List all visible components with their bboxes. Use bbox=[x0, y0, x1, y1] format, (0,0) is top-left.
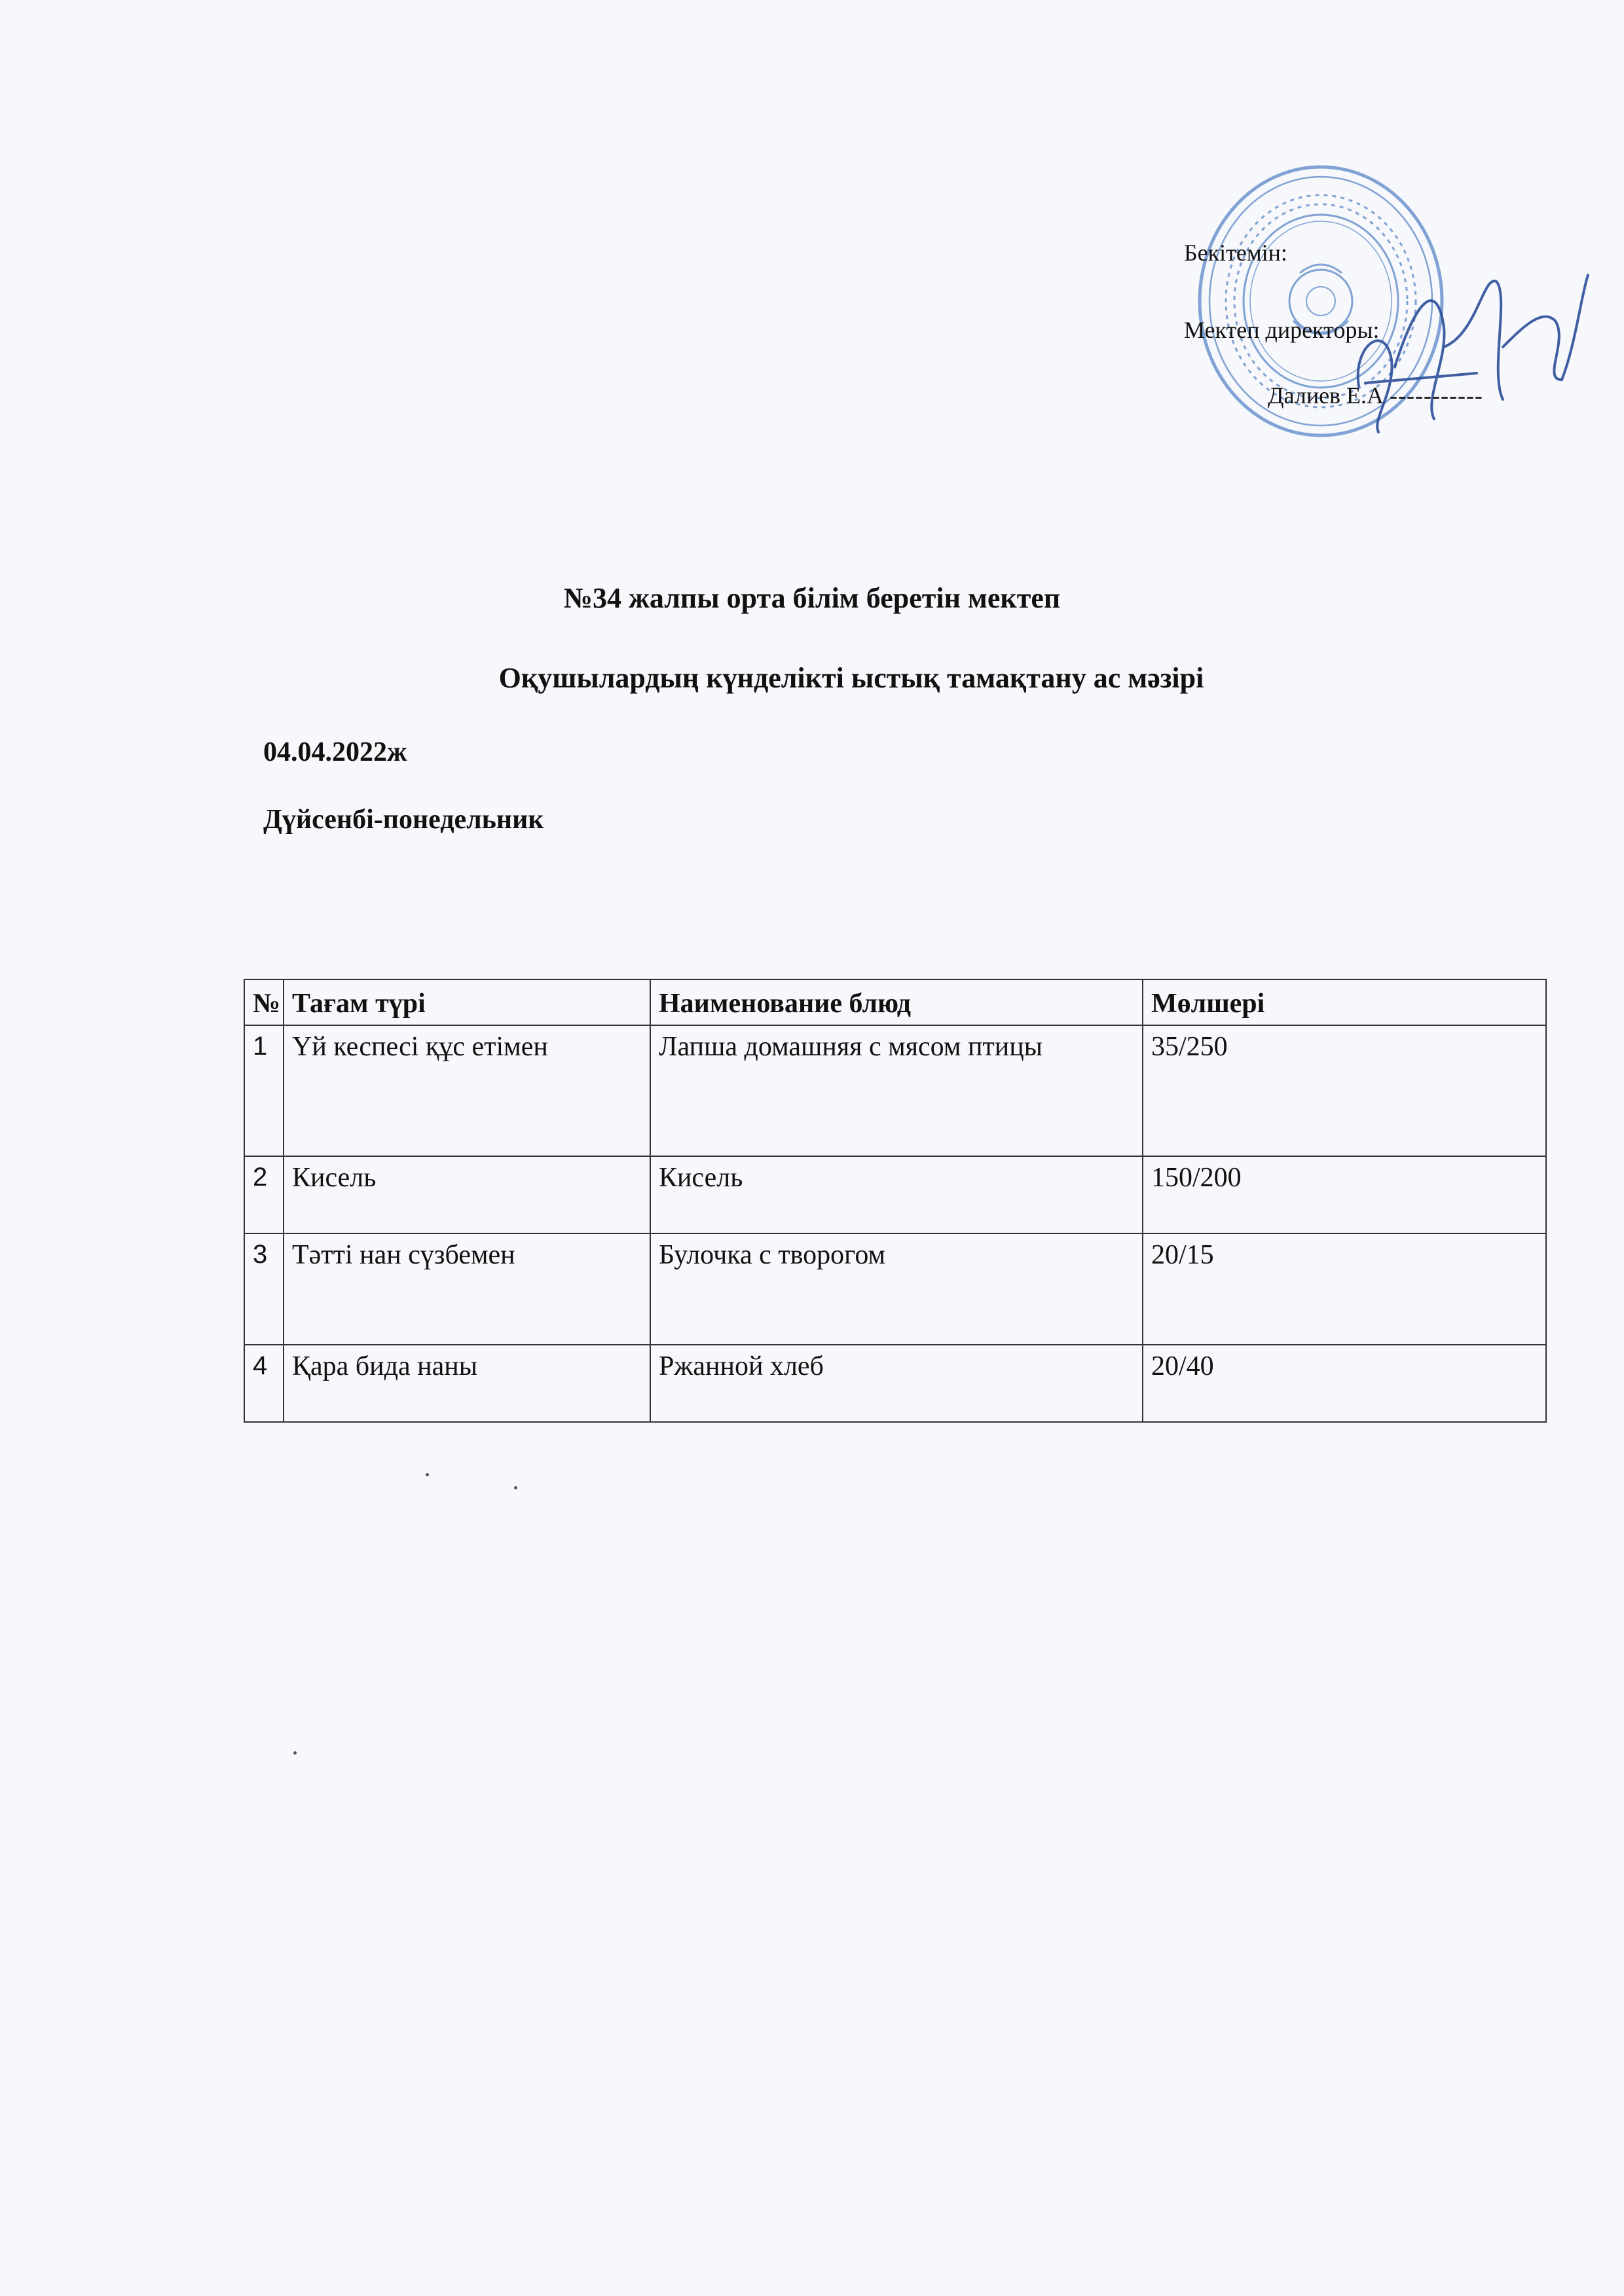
dish-kazakh: Қара бида наны bbox=[284, 1345, 650, 1422]
table-row bbox=[244, 1156, 1546, 1233]
dish-russian: Ржанной хлеб bbox=[650, 1345, 1143, 1422]
table-row bbox=[244, 1025, 1546, 1156]
scan-speck bbox=[293, 1751, 297, 1755]
director-signature-line bbox=[1268, 382, 1483, 409]
table-row bbox=[244, 1345, 1546, 1422]
column-header-amount: Мөлшері bbox=[1143, 979, 1546, 1025]
dish-russian: Лапша домашняя с мясом птицы bbox=[650, 1025, 1143, 1156]
column-header-number: № bbox=[244, 979, 284, 1025]
row-number: 4 bbox=[244, 1345, 284, 1422]
school-title: №34 жалпы орта білім беретін мектеп bbox=[563, 582, 1061, 614]
column-header-dish-kazakh: Тағам түрі bbox=[284, 979, 650, 1025]
director-name: Далиев Е.А bbox=[1268, 382, 1384, 409]
scan-speck bbox=[426, 1473, 429, 1476]
director-label: Мектеп директоры: bbox=[1184, 317, 1380, 343]
handwritten-signature-icon bbox=[1346, 268, 1595, 439]
table-row bbox=[244, 1233, 1546, 1345]
table-header-row bbox=[244, 979, 1546, 1025]
dish-russian: Булочка с творогом bbox=[650, 1233, 1143, 1345]
dish-amount: 150/200 bbox=[1143, 1156, 1546, 1233]
menu-date: 04.04.2022ж bbox=[263, 737, 407, 767]
menu-title: Оқушылардың күнделікті ыстық тамақтану ас мәзірі bbox=[498, 662, 1204, 694]
dish-kazakh: Тәтті нан сүзбемен bbox=[284, 1233, 650, 1345]
row-number: 2 bbox=[244, 1156, 284, 1233]
dish-kazakh: Кисель bbox=[284, 1156, 650, 1233]
approved-label: Бекітемін: bbox=[1184, 240, 1287, 266]
menu-day: Дүйсенбі-понедельник bbox=[263, 805, 544, 835]
scan-speck bbox=[514, 1486, 517, 1489]
row-number: 3 bbox=[244, 1233, 284, 1345]
signature-dashes: ----------- bbox=[1390, 382, 1483, 409]
row-number: 1 bbox=[244, 1025, 284, 1156]
menu-table bbox=[244, 979, 1547, 1423]
dish-amount: 20/15 bbox=[1143, 1233, 1546, 1345]
dish-russian: Кисель bbox=[650, 1156, 1143, 1233]
dish-kazakh: Үй кеспесі құс етімен bbox=[284, 1025, 650, 1156]
column-header-dish-russian: Наименование блюд bbox=[650, 979, 1143, 1025]
dish-amount: 20/40 bbox=[1143, 1345, 1546, 1422]
dish-amount: 35/250 bbox=[1143, 1025, 1546, 1156]
